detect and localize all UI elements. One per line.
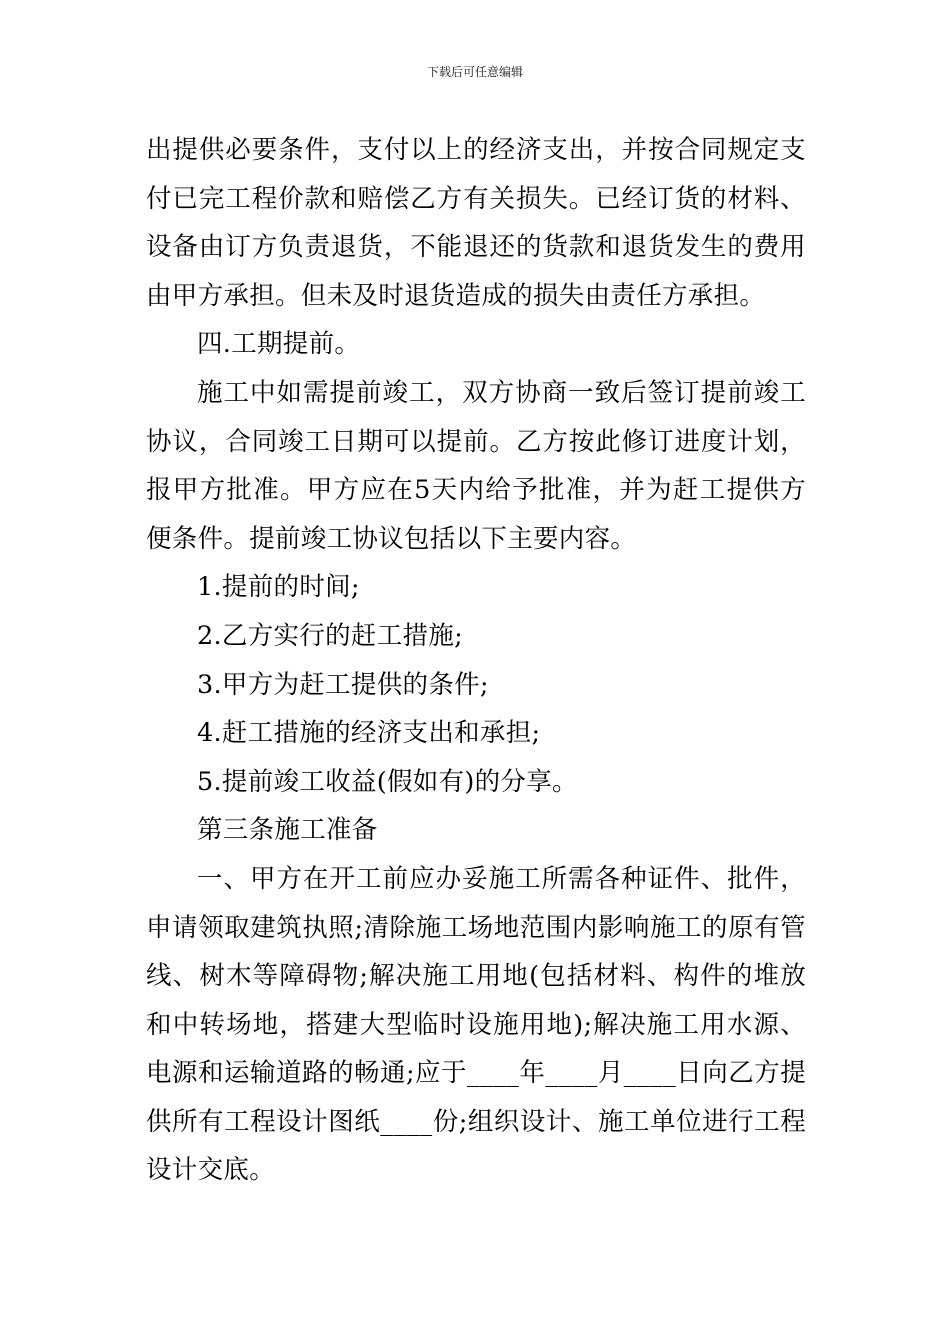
article-heading-construction-preparation: 第三条施工准备 <box>197 815 378 846</box>
list-item-1: 1.提前的时间; <box>197 572 360 603</box>
list-item-2: 2.乙方实行的赶工措施; <box>197 620 464 651</box>
page-header-note: 下载后可任意编辑 <box>426 65 523 79</box>
list-item-3: 3.甲方为赶工提供的条件; <box>197 669 489 700</box>
section-heading-schedule-advance: 四.工期提前。 <box>197 329 361 360</box>
paragraph-continuation: 出提供必要条件，支付以上的经济支出，并按合同规定支付已完工程价款和赔偿乙方有关损失。已经订货的材料、设备由订方负责退货，不能退还的货款和退货发生的费用由甲方承担。但未及时退货造成的损失由责任方承担。 <box>146 135 806 311</box>
document-body <box>146 126 806 1195</box>
paragraph-early-completion: 施工中如需提前竣工，双方协商一致后签订提前竣工协议，合同竣工日期可以提前。乙方按此修订进度计划，报甲方批准。甲方应在5天内给予批准，并为赶工提供方便条件。提前竣工协议包括以下主要内容。 <box>146 377 806 554</box>
list-item-5: 5.提前竣工收益(假如有)的分享。 <box>197 766 578 797</box>
list-item-4: 4.赶工措施的经济支出和承担; <box>197 718 541 749</box>
paragraph-party-a-obligations: 一、甲方在开工前应办妥施工所需各种证件、批件，申请领取建筑执照;清除施工场地范围内影响施工的原有管线、树木等障碍物;解决施工用地(包括材料、构件的堆放和中转场地，搭建大型临时设施用地);解决施工用水源、电源和运输道路的畅通;应于____年____月____日向乙方提供所有工程设计图纸____份;组织设计、施工单位进行工程设计交底。 <box>146 863 806 1186</box>
